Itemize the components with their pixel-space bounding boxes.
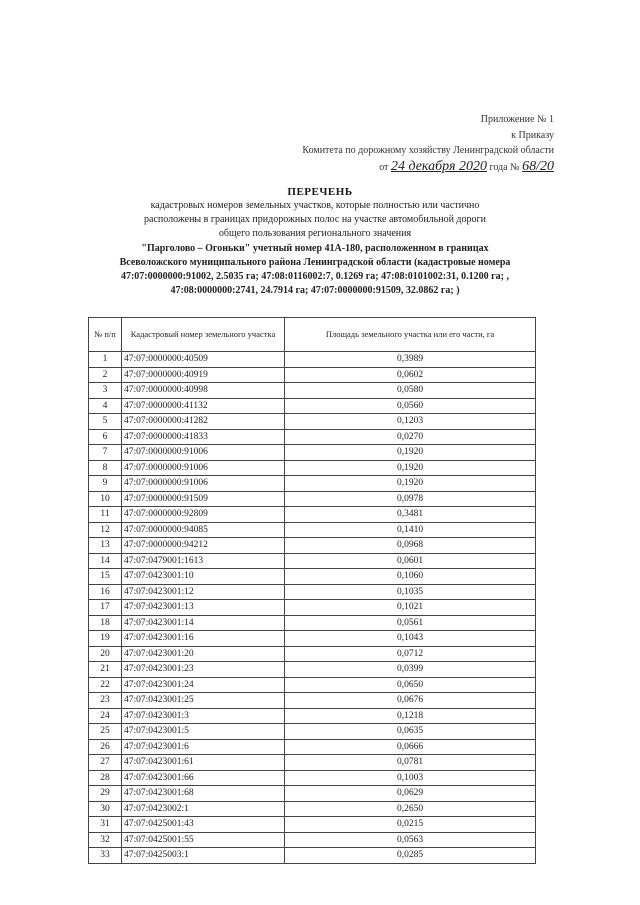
row-number: 27	[89, 755, 122, 771]
description-line: кадастровых номеров земельных участков, которые полностью или частично	[150, 200, 480, 211]
row-number: 6	[89, 429, 122, 445]
table-row	[89, 383, 536, 399]
cadastral-number: 47:07:0425001:43	[122, 817, 285, 833]
table-row	[89, 507, 536, 523]
plot-area: 0,0563	[285, 832, 536, 848]
row-number: 12	[89, 522, 122, 538]
table-row	[89, 476, 536, 492]
description-line: Всеволожского муниципального района Ленинградской области (кадастровые номера	[119, 256, 511, 268]
plot-area: 0,1920	[285, 460, 536, 476]
row-number: 19	[89, 631, 122, 647]
committee-label: Комитета по дорожному хозяйству Ленинградской области	[302, 145, 554, 156]
table-row	[89, 832, 536, 848]
plot-area: 0,1003	[285, 770, 536, 786]
land-plots-table	[88, 317, 536, 864]
cadastral-number: 47:07:0000000:91006	[122, 476, 285, 492]
cadastral-number: 47:07:0423001:13	[122, 600, 285, 616]
row-number: 28	[89, 770, 122, 786]
row-number: 8	[89, 460, 122, 476]
plot-area: 0,0712	[285, 646, 536, 662]
table-row	[89, 600, 536, 616]
row-number: 29	[89, 786, 122, 802]
table-row	[89, 460, 536, 476]
table-row	[89, 848, 536, 864]
order-date-line	[302, 159, 554, 176]
row-number: 13	[89, 538, 122, 554]
cadastral-number: 47:07:0423001:68	[122, 786, 285, 802]
row-number: 3	[89, 383, 122, 399]
table-row	[89, 414, 536, 430]
table-row	[89, 786, 536, 802]
row-number: 31	[89, 817, 122, 833]
document-title: ПЕРЕЧЕНЬ	[287, 186, 353, 198]
table-row	[89, 522, 536, 538]
row-number: 33	[89, 848, 122, 864]
table-row	[89, 770, 536, 786]
cadastral-number: 47:07:0423001:23	[122, 662, 285, 678]
plot-area: 0,0561	[285, 615, 536, 631]
cadastral-number: 47:07:0423001:16	[122, 631, 285, 647]
table-row	[89, 677, 536, 693]
plot-area: 0,1410	[285, 522, 536, 538]
row-number: 4	[89, 398, 122, 414]
table-row	[89, 646, 536, 662]
plot-area: 0,1043	[285, 631, 536, 647]
row-number: 22	[89, 677, 122, 693]
plot-area: 0,0215	[285, 817, 536, 833]
table-header-row	[89, 318, 536, 352]
cadastral-number: 47:07:0000000:41282	[122, 414, 285, 430]
table-row	[89, 615, 536, 631]
table-row	[89, 693, 536, 709]
row-number: 30	[89, 801, 122, 817]
handwritten-order-number: 68/20	[522, 158, 554, 174]
table-row	[89, 352, 536, 368]
header-cadastral: Кадастровый номер земельного участка	[122, 318, 285, 352]
plot-area: 0,1920	[285, 445, 536, 461]
date-suffix: года №	[489, 161, 520, 173]
plot-area: 0,0399	[285, 662, 536, 678]
plot-area: 0,0580	[285, 383, 536, 399]
cadastral-number: 47:07:0425003:1	[122, 848, 285, 864]
plot-area: 0,1218	[285, 708, 536, 724]
plot-area: 0,0602	[285, 367, 536, 383]
description-line: общего пользования регионального значения	[218, 228, 412, 240]
table-row	[89, 569, 536, 585]
row-number: 16	[89, 584, 122, 600]
table-row	[89, 662, 536, 678]
handwritten-date: 24 декабря 2020	[390, 158, 487, 174]
row-number: 18	[89, 615, 122, 631]
row-number: 15	[89, 569, 122, 585]
plot-area: 0,0629	[285, 786, 536, 802]
plot-area: 0,1021	[285, 600, 536, 616]
row-number: 24	[89, 708, 122, 724]
document-description	[80, 199, 550, 298]
cadastral-number: 47:07:0000000:41132	[122, 398, 285, 414]
cadastral-number: 47:07:0423001:24	[122, 677, 285, 693]
cadastral-number: 47:07:0423001:3	[122, 708, 285, 724]
plot-area: 0,0666	[285, 739, 536, 755]
cadastral-number: 47:07:0423001:5	[122, 724, 285, 740]
description-line: расположены в границах придорожных полос на участке автомобильной дороги	[144, 214, 486, 226]
table-row	[89, 553, 536, 569]
table-row	[89, 538, 536, 554]
plot-area: 0,3989	[285, 352, 536, 368]
row-number: 2	[89, 367, 122, 383]
plot-area: 0,1920	[285, 476, 536, 492]
table-row	[89, 739, 536, 755]
cadastral-number: 47:07:0423001:20	[122, 646, 285, 662]
cadastral-number: 47:07:0000000:40919	[122, 367, 285, 383]
row-number: 11	[89, 507, 122, 523]
row-number: 20	[89, 646, 122, 662]
table-row	[89, 801, 536, 817]
header-number: № п/п	[89, 318, 122, 352]
row-number: 9	[89, 476, 122, 492]
cadastral-number: 47:07:0423001:12	[122, 584, 285, 600]
cadastral-number: 47:07:0000000:41833	[122, 429, 285, 445]
row-number: 32	[89, 832, 122, 848]
plot-area: 0,0601	[285, 553, 536, 569]
row-number: 10	[89, 491, 122, 507]
appendix-label: Приложение № 1	[480, 114, 554, 125]
cadastral-number: 47:07:0000000:91006	[122, 460, 285, 476]
cadastral-number: 47:07:0423001:66	[122, 770, 285, 786]
table-row	[89, 398, 536, 414]
cadastral-number: 47:07:0423001:6	[122, 739, 285, 755]
cadastral-number: 47:07:0425001:55	[122, 832, 285, 848]
row-number: 17	[89, 600, 122, 616]
plot-area: 0,0285	[285, 848, 536, 864]
table-row	[89, 631, 536, 647]
plot-area: 0,0676	[285, 693, 536, 709]
cadastral-number: 47:07:0000000:91509	[122, 491, 285, 507]
plot-area: 0,1060	[285, 569, 536, 585]
cadastral-number: 47:07:0423001:14	[122, 615, 285, 631]
cadastral-number: 47:07:0423001:61	[122, 755, 285, 771]
cadastral-number: 47:07:0479001:1613	[122, 553, 285, 569]
table-row	[89, 367, 536, 383]
header-area: Площадь земельного участка или его части, га	[285, 318, 536, 352]
row-number: 1	[89, 352, 122, 368]
plot-area: 0,0968	[285, 538, 536, 554]
row-number: 21	[89, 662, 122, 678]
row-number: 25	[89, 724, 122, 740]
plot-area: 0,3481	[285, 507, 536, 523]
cadastral-number: 47:07:0000000:40998	[122, 383, 285, 399]
row-number: 14	[89, 553, 122, 569]
table-row	[89, 445, 536, 461]
order-label: к Приказу	[511, 129, 554, 141]
plot-area: 0,0650	[285, 677, 536, 693]
cadastral-number: 47:07:0423001:25	[122, 693, 285, 709]
table-row	[89, 584, 536, 600]
plot-area: 0,0978	[285, 491, 536, 507]
table-row	[89, 491, 536, 507]
description-line: "Парголово – Огоньки" учетный номер 41А-180, расположенном в границах	[141, 242, 489, 254]
table-row	[89, 817, 536, 833]
table-row	[89, 755, 536, 771]
approval-block	[302, 112, 554, 175]
cadastral-number: 47:07:0000000:94085	[122, 522, 285, 538]
date-prefix: от	[379, 161, 389, 173]
cadastral-number: 47:07:0423001:10	[122, 569, 285, 585]
table-row	[89, 429, 536, 445]
row-number: 26	[89, 739, 122, 755]
cadastral-number: 47:07:0423002:1	[122, 801, 285, 817]
plot-area: 0,1203	[285, 414, 536, 430]
table-row	[89, 708, 536, 724]
plot-area: 0,0270	[285, 429, 536, 445]
plot-area: 0,2650	[285, 801, 536, 817]
row-number: 23	[89, 693, 122, 709]
cadastral-number: 47:07:0000000:91006	[122, 445, 285, 461]
description-line: 47:07:0000000:91002, 2.5035 га; 47:08:0116002:7, 0.1269 га; 47:08:0101002:31, 0.1200 га; ,	[120, 271, 510, 283]
plot-area: 0,0781	[285, 755, 536, 771]
plot-area: 0,0635	[285, 724, 536, 740]
cadastral-number: 47:07:0000000:40509	[122, 352, 285, 368]
cadastral-number: 47:07:0000000:92809	[122, 507, 285, 523]
cadastral-number: 47:07:0000000:94212	[122, 538, 285, 554]
plot-area: 0,1035	[285, 584, 536, 600]
row-number: 7	[89, 445, 122, 461]
row-number: 5	[89, 414, 122, 430]
plot-area: 0,0560	[285, 398, 536, 414]
table-row	[89, 724, 536, 740]
description-line: 47:08:0000000:2741, 24.7914 га; 47:07:0000000:91509, 32.0862 га; )	[170, 285, 460, 297]
